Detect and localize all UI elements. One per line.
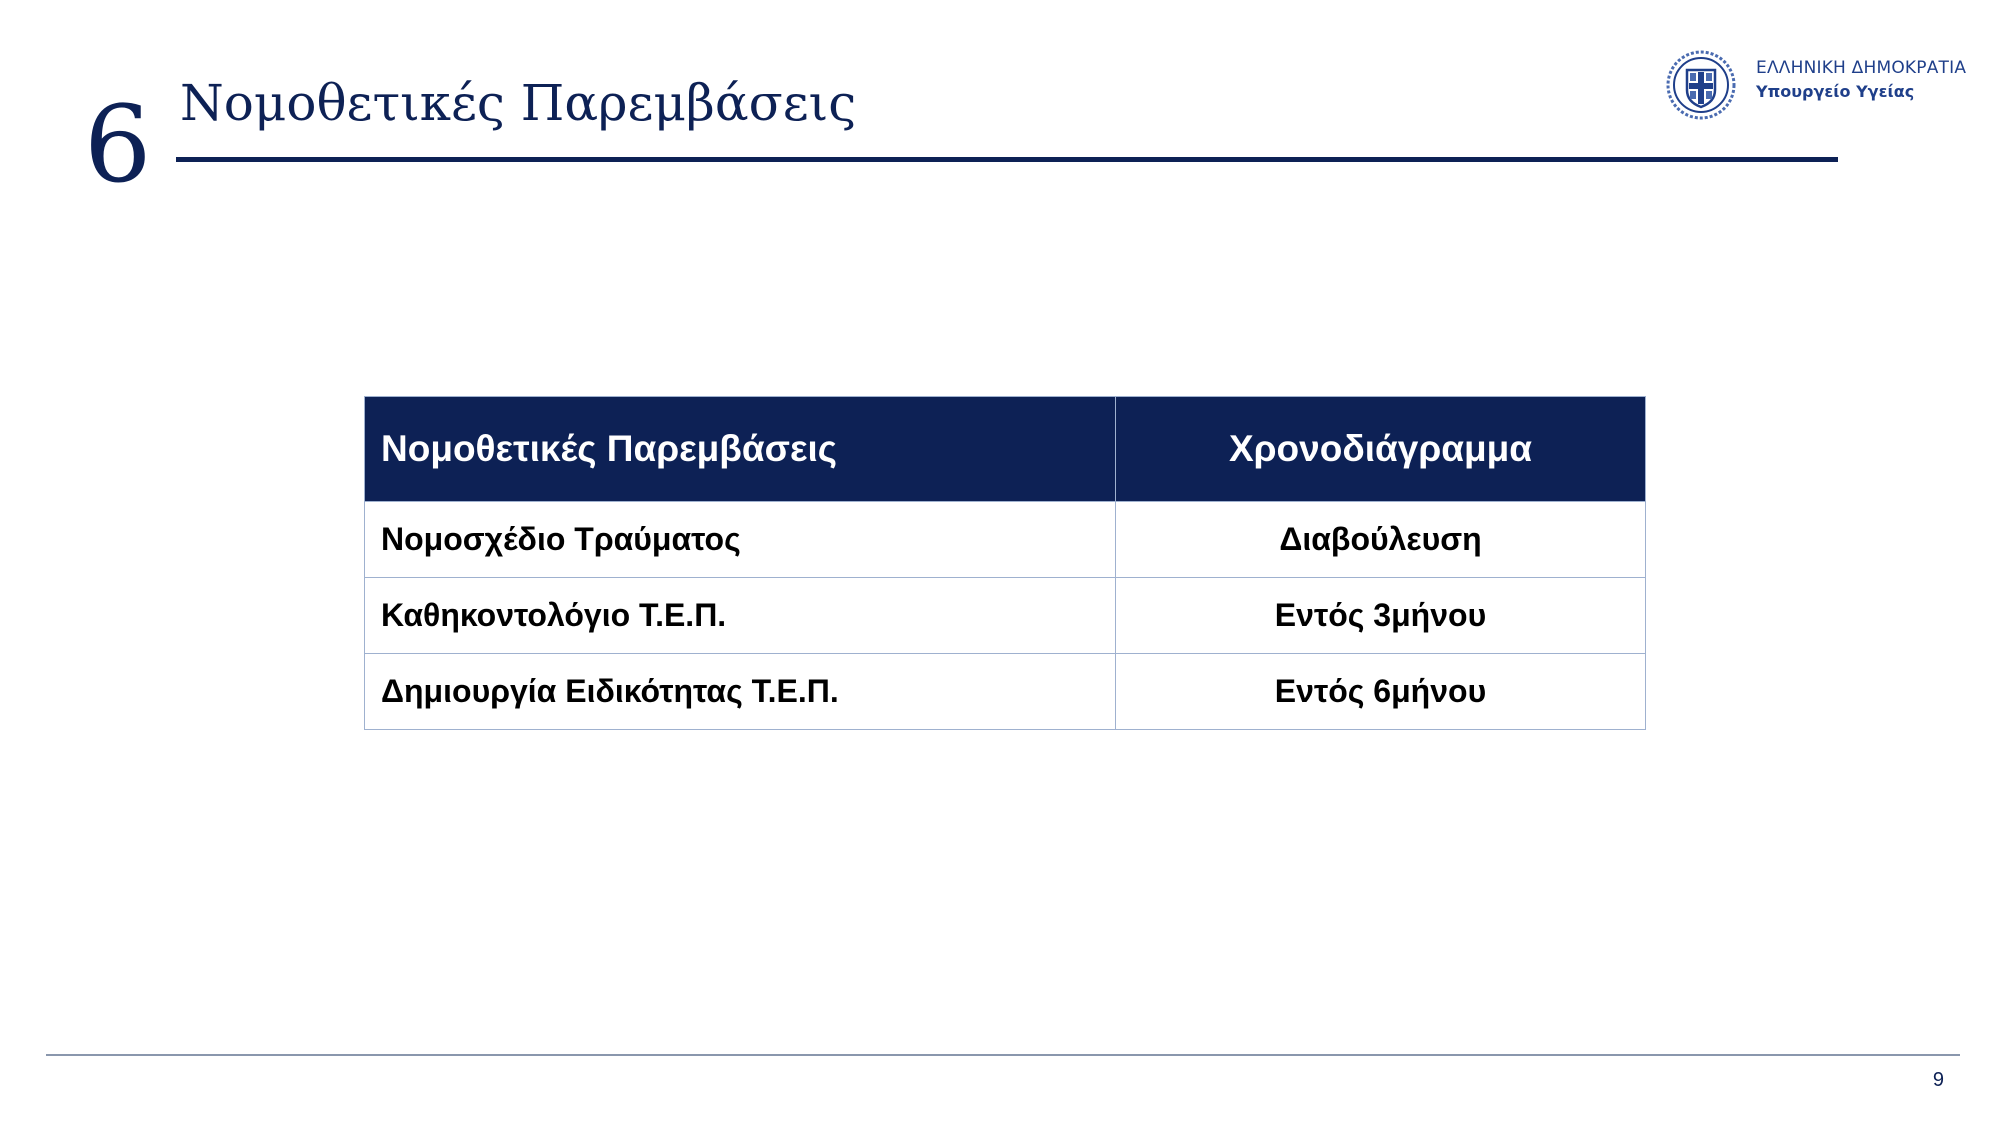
greek-coat-of-arms-icon bbox=[1666, 50, 1736, 120]
page-number: 9 bbox=[1932, 1069, 1944, 1091]
table-cell-timeline: Διαβούλευση bbox=[1116, 502, 1646, 578]
column-header-timeline: Χρονοδιάγραμμα bbox=[1116, 397, 1646, 502]
footer-divider bbox=[46, 1054, 1960, 1056]
table-row bbox=[365, 654, 1646, 730]
interventions-table bbox=[364, 396, 1646, 730]
table-cell-intervention: Καθηκοντολόγιο Τ.Ε.Π. bbox=[365, 578, 1116, 654]
title-divider bbox=[176, 157, 1838, 162]
column-header-interventions: Νομοθετικές Παρεμβάσεις bbox=[365, 397, 1116, 502]
slide-title: Νομοθετικές Παρεμβάσεις bbox=[180, 74, 857, 132]
table-cell-intervention: Δημιουργία Ειδικότητας Τ.Ε.Π. bbox=[365, 654, 1116, 730]
logo-republic-text: ΕΛΛΗΝΙΚΗ ΔΗΜΟΚΡΑΤΙΑ bbox=[1756, 58, 1967, 78]
table-row bbox=[365, 578, 1646, 654]
ministry-logo bbox=[1666, 50, 1967, 120]
table-cell-timeline: Εντός 3μήνου bbox=[1116, 578, 1646, 654]
section-number: 6 bbox=[84, 83, 152, 206]
table-row bbox=[365, 502, 1646, 578]
table-header-row bbox=[365, 397, 1646, 502]
table-cell-timeline: Εντός 6μήνου bbox=[1116, 654, 1646, 730]
logo-ministry-text: Υπουργείο Υγείας bbox=[1756, 82, 1915, 101]
table-cell-intervention: Νομοσχέδιο Τραύματος bbox=[365, 502, 1116, 578]
